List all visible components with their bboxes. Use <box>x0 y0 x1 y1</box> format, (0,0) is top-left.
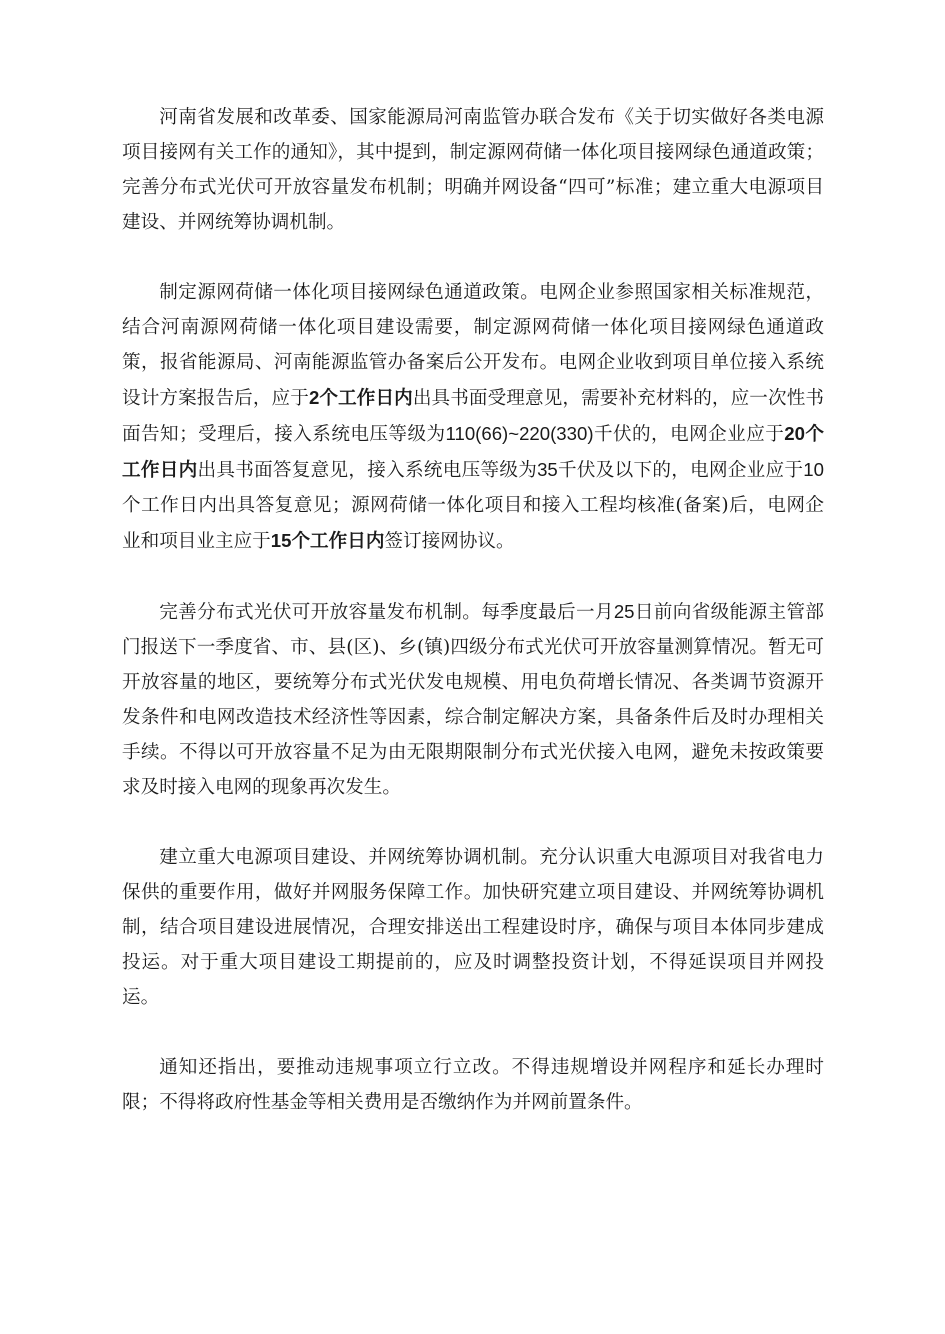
paragraph-rectification <box>122 1050 824 1120</box>
paragraph-intro <box>122 100 824 240</box>
emphasis-deadline: 15个工作日内 <box>270 530 385 551</box>
day-number: 25 <box>613 601 635 622</box>
emphasis-deadline: 20个工作日内 <box>122 423 824 480</box>
paragraph-pv-capacity <box>122 594 824 805</box>
voltage-range: 110(66)~220(330) <box>445 423 594 444</box>
voltage-value: 35 <box>537 459 558 480</box>
paragraph-text: 出具书面答复意见，接入系统电压等级为 <box>197 460 538 481</box>
paragraph-text: 制定源网荷储一体化项目接网绿色通道政策。电网企业参照国家相关标准规范，结合河南源网荷储一体化项目建设需要，制定源网荷储一体化项目接网绿色通道政策，报省能源局、河南能源监管办备案后公开发布。电网企业收到项目单位接入系统设计方案报告后，应于 <box>122 282 824 409</box>
paragraph-text: 签订接网协议。 <box>384 531 515 552</box>
paragraph-text: 千伏及以下的，电网企业应于 <box>557 460 804 481</box>
day-count: 10 <box>803 459 824 480</box>
paragraph-spacer <box>122 805 824 840</box>
paragraph-coordination <box>122 840 824 1015</box>
paragraph-text: 个工作日内出具答复意见；源网荷储一体化项目和接入工程均核准(备案)后，电网企业和项目业主应于 <box>122 495 824 552</box>
paragraph-spacer <box>122 240 824 275</box>
paragraph-text: 建立重大电源项目建设、并网统筹协调机制。充分认识重大电源项目对我省电力保供的重要作用，做好并网服务保障工作。加快研究建立项目建设、并网统筹协调机制，结合项目建设进展情况，合理安排送出工程建设时序，确保与项目本体同步建成投运。对于重大项目建设工期提前的，应及时调整投资计划，不得延误项目并网投运。 <box>122 847 824 1008</box>
paragraph-text: 河南省发展和改革委、国家能源局河南监管办联合发布《关于切实做好各类电源项目接网有关工作的通知》，其中提到，制定源网荷储一体化项目接网绿色通道政策；完善分布式光伏可开放容量发布机制；明确并网设备“四可”标准；建立重大电源项目建设、并网统筹协调机制。 <box>122 107 824 233</box>
paragraph-spacer <box>122 559 824 594</box>
document-page <box>122 100 824 1120</box>
paragraph-text: 出具书面受理意见，需要补充材料的，应一次性书面告知；受理后，接入系统电压等级为 <box>122 388 824 445</box>
paragraph-text: 完善分布式光伏可开放容量发布机制。每季度最后一月 <box>159 602 614 623</box>
paragraph-text: 千伏的，电网企业应于 <box>593 424 785 445</box>
paragraph-text: 日前向省级能源主管部门报送下一季度省、市、县(区)、乡(镇)四级分布式光伏可开放容量测算情况。暂无可开放容量的地区，要统筹分布式光伏发电规模、用电负荷增长情况、各类调节资源开发条件和电网改造技术经济性等因素，综合制定解决方案，具备条件后及时办理相关手续。不得以可开放容量不足为由无限期限制分布式光伏接入电网，避免未按政策要求及时接入电网的现象再次发生。 <box>122 602 824 798</box>
emphasis-deadline: 2个工作日内 <box>308 387 413 408</box>
paragraph-spacer <box>122 1015 824 1050</box>
paragraph-text: 通知还指出，要推动违规事项立行立改。不得违规增设并网程序和延长办理时限；不得将政府性基金等相关费用是否缴纳作为并网前置条件。 <box>122 1057 824 1113</box>
paragraph-green-channel <box>122 275 824 559</box>
